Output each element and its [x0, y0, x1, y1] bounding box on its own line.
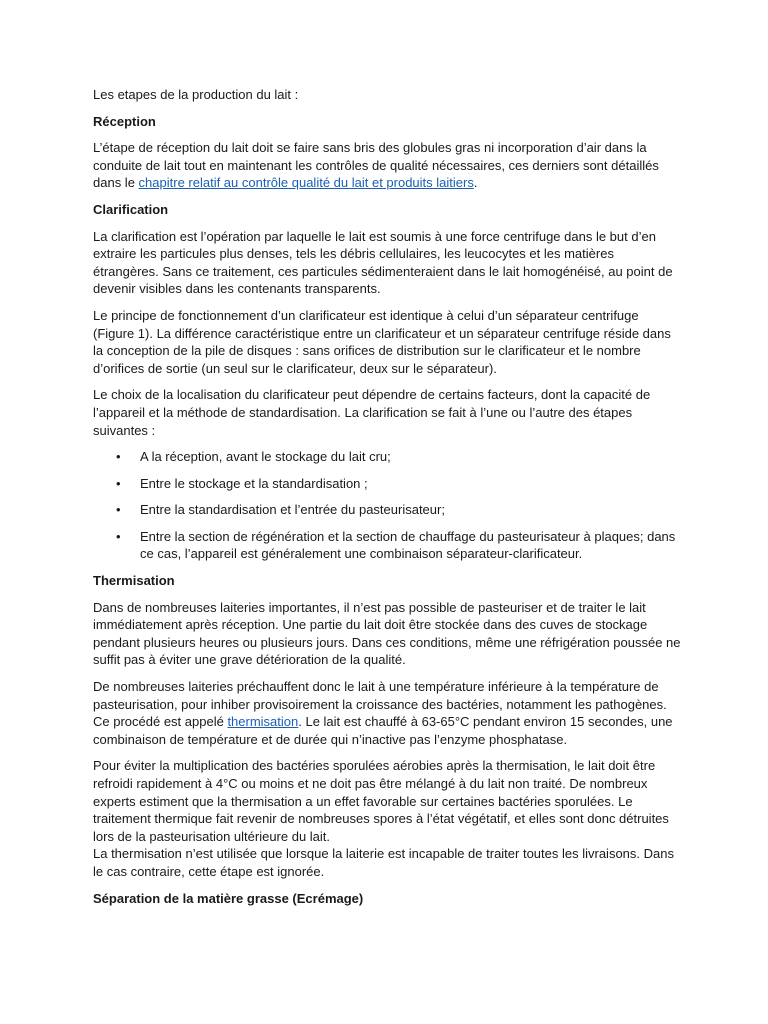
list-item-text: Entre la standardisation et l’entrée du pasteurisateur;: [140, 502, 445, 518]
bullet-icon: •: [116, 475, 121, 491]
list-item: [116, 448, 683, 466]
reception-paragraph: [93, 139, 683, 192]
clarification-paragraph-2: Le principe de fonctionnement d’un clarificateur est identique à celui d’un séparateur centrifuge (Figure 1). La différence caractéristique entre un clarificateur et un séparateur centrifuge réside dans la conception de la pile de disques : sans orifices de distribution sur le clarificateur et le nombre d’orifices de sortie (un seul sur le clarificateur, deux sur le séparateur).: [93, 307, 671, 376]
section-heading-clarification: Clarification: [93, 201, 169, 217]
list-item-text: Entre le stockage et la standardisation ;: [140, 475, 368, 491]
bullet-icon: •: [116, 449, 121, 465]
thermisation-paragraph-3-line-1: Pour éviter la multiplication des bactéries sporulées aérobies après la thermisation, le lait doit être refroidi rapidement à 4°C ou moins et ne doit pas être mélangé à du lait non traité. De nombreux experts estiment que la thermisation a un effet favorable sur certaines bactéries sporulées. Le traitement thermique fait revenir de nombreuses spores à l’état végétatif, et elles sont donc détruites lors de la pasteurisation ultérieure du lait.: [93, 758, 669, 844]
list-item-text: A la réception, avant le stockage du lait cru;: [140, 449, 391, 465]
thermisation-text-before-link: De nombreuses laiteries préchauffent donc le lait à une température inférieure à la température de pasteurisation, pour inhiber provisoirement la croissance des bactéries, notamment les pathogènes. Ce procédé est appelé: [93, 679, 667, 730]
list-item: [116, 501, 683, 519]
section-heading-thermisation: Thermisation: [93, 573, 175, 589]
section-heading-separation: Séparation de la matière grasse (Ecrémage): [93, 890, 364, 906]
reception-text-after-link: .: [473, 175, 478, 191]
quality-control-chapter-link[interactable]: chapitre relatif au contrôle qualité du lait et produits laitiers: [138, 175, 474, 191]
thermisation-paragraph-1: Dans de nombreuses laiteries importantes, il n’est pas possible de pasteuriser et de traiter le lait immédiatement après réception. Une partie du lait doit être stockée dans des cuves de stockage pendant plusieurs heures ou plusieurs jours. Dans ces conditions, même une réfrigération poussée ne suffit pas à éviter une grave détérioration de la qualité.: [93, 599, 681, 668]
reception-text-before-link: L’étape de réception du lait doit se faire sans bris des globules gras ni incorporation d’air dans la conduite de lait tout en maintenant les contrôles de qualité nécessaires, ces derniers sont détaillés dans le: [93, 140, 659, 191]
section-heading-reception: Réception: [93, 113, 156, 129]
clarification-steps-list: [93, 448, 683, 563]
document-page: [93, 86, 683, 916]
list-item: [116, 528, 683, 563]
thermisation-paragraph-3-line-2: La thermisation n’est utilisée que lorsque la laiterie est incapable de traiter toutes les livraisons. Dans le cas contraire, cette étape est ignorée.: [93, 846, 674, 879]
bullet-icon: •: [116, 502, 121, 518]
thermisation-paragraph-3: [93, 757, 683, 880]
thermisation-link[interactable]: thermisation: [227, 714, 299, 730]
bullet-icon: •: [116, 528, 121, 544]
thermisation-text-after-link: . Le lait est chauffé à 63-65°C pendant environ 15 secondes, une combinaison de température et de durée qui n’inactive pas l’enzyme phosphatase.: [93, 714, 673, 747]
list-item: [116, 475, 683, 493]
clarification-paragraph-3: Le choix de la localisation du clarificateur peut dépendre de certains facteurs, dont la capacité de l’appareil et la méthode de standardisation. La clarification se fait à l’une ou l’autre des étapes suivantes :: [93, 387, 651, 438]
clarification-paragraph-1: La clarification est l’opération par laquelle le lait est soumis à une force centrifuge dans le but d’en extraire les particules plus denses, tels les débris cellulaires, les leucocytes et les matières étrangères. Sans ce traitement, ces particules sédimenteraient dans le lait homogénéisé, au point de devenir visibles dans les contenants transparents.: [93, 228, 673, 297]
document-intro: Les etapes de la production du lait :: [93, 87, 299, 102]
list-item-text: Entre la section de régénération et la section de chauffage du pasteurisateur à plaques; dans ce cas, l’appareil est généralement une combinaison séparateur-clarificateur.: [140, 528, 676, 562]
thermisation-paragraph-2: [93, 678, 683, 748]
